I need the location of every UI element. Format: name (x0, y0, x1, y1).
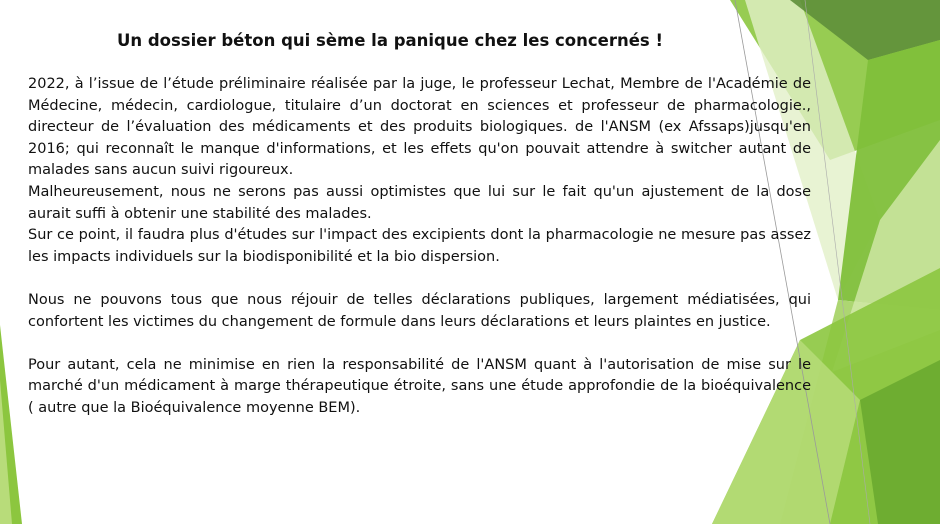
paragraph-public-declarations: Nous ne pouvons tous que nous réjouir de telles déclarations publiques, largement médiatisées, qui confortent les victimes du changement de formule dans leurs déclarations et leurs plaintes en justice. (28, 291, 811, 330)
paragraph-intro: 2022, à l’issue de l’étude préliminaire réalisée par la juge, le professeur Lechat, Membre de l'Académie de Médecine, médecin, cardiologue, titulaire d’un doctorat en sciences et professeur de pharmacologie., directeur de l’évaluation des médicaments et des produits biologiques. de l'ANSM (ex Afssaps)jusqu'en 2016; qui reconnaît le manque d'informations, et les effets qu'on pouvait attendre à switcher autant de malades sans aucun suivi rigoureux. (28, 76, 811, 179)
paragraph-dose-adjustment: Malheureusement, nous ne serons pas aussi optimistes que lui sur le fait qu'un ajustement de la dose aurait suffi à obtenir une stabilité des malades. (28, 183, 811, 222)
slide-body-text (28, 74, 811, 420)
paragraph-ansm-responsibility: Pour autant, cela ne minimise en rien la responsabilité de l'ANSM quant à l'autorisation de mise sur le marché d'un médicament à marge thérapeutique étroite, sans une étude approfondie de la bioéquivalence ( autre que la Bioéquivalence moyenne BEM). (28, 356, 811, 416)
paragraph-excipients: Sur ce point, il faudra plus d'études sur l'impact des excipients dont la pharmacologie ne mesure pas assez les impacts individuels sur la biodisponibilité et la bio dispersion. (28, 227, 811, 265)
slide-title: Un dossier béton qui sème la panique chez les concernés ! (116, 31, 664, 50)
